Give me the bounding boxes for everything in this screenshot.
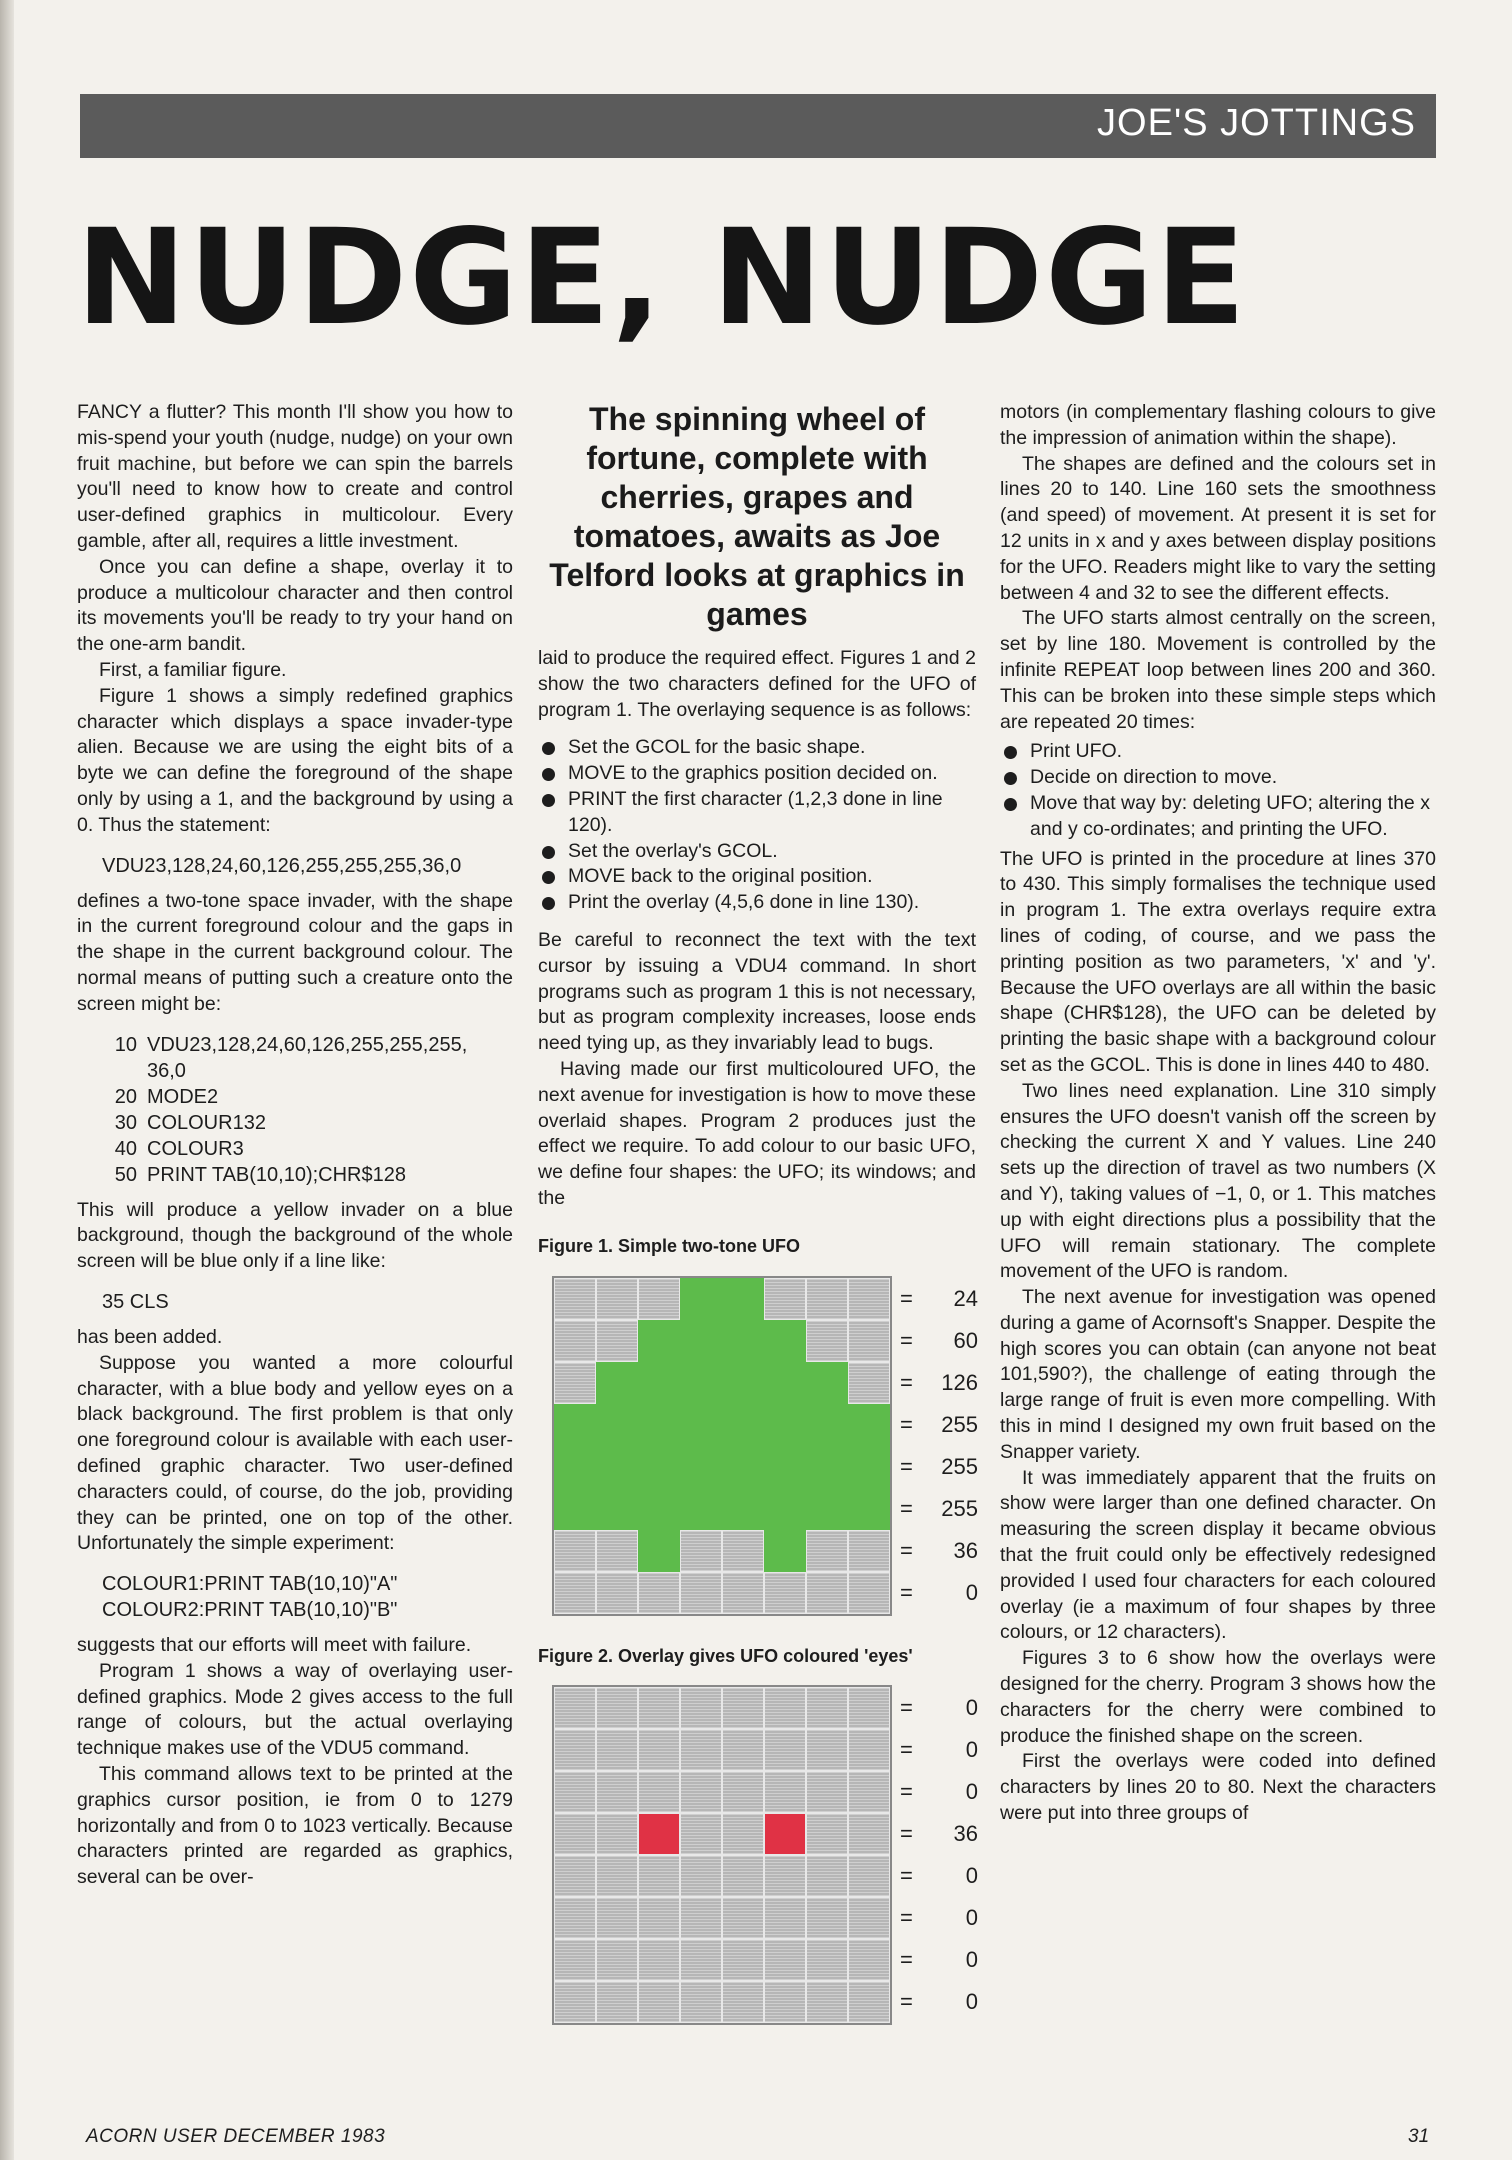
code-statement: VDU23,128,24,60,126,255,255,255,36,0 <box>102 854 462 877</box>
byte-value: 0 <box>965 1579 978 1605</box>
paragraph: Figures 3 to 6 show how the overlays were designed for the cherry. Program 3 shows how the characters for the cherry were combined to produce the finished shape on the screen. <box>1000 1647 1436 1747</box>
section-label: JOE'S JOTTINGS <box>1097 102 1416 144</box>
figure-1-values <box>900 1278 978 1614</box>
pixel-off <box>722 1981 764 2023</box>
byte-value: 126 <box>941 1369 978 1395</box>
pixel-off <box>806 1530 848 1572</box>
pixel-off <box>806 1278 848 1320</box>
byte-value: 0 <box>965 1905 978 1931</box>
pixel-off <box>596 1320 638 1362</box>
pixel-on <box>638 1320 680 1362</box>
paragraph: The next avenue for investigation was opened during a game of Acornsoft's Snapper. Despite the high scores you can obtain (can anyone not beat 101,590?), the challenge of eating through the large range of fruit is even more compelling. With this in mind I designed my own fruit based on the Snapper variety. <box>1000 1286 1436 1463</box>
byte-value: 24 <box>953 1285 978 1311</box>
line-code: VDU23,128,24,60,126,255,255,255, <box>147 1033 468 1056</box>
pixel-off <box>554 1530 596 1572</box>
paragraph: suggests that our efforts will meet with failure. <box>77 1634 472 1657</box>
figure-1-grid <box>554 1278 890 1614</box>
byte-value-row <box>900 1278 978 1320</box>
pixel-on <box>596 1404 638 1446</box>
pixel-off <box>554 1278 596 1320</box>
pixel-on <box>848 1404 890 1446</box>
pixel-off <box>806 1855 848 1897</box>
pixel-off <box>806 1320 848 1362</box>
pixel-on <box>554 1488 596 1530</box>
byte-value-row <box>900 1362 978 1404</box>
line-code: COLOUR3 <box>147 1137 244 1160</box>
pixel-on <box>638 1530 680 1572</box>
pixel-off <box>764 1981 806 2023</box>
byte-value: 0 <box>965 1863 978 1889</box>
pixel-off <box>764 1897 806 1939</box>
pixel-off <box>596 1981 638 2023</box>
paragraph: Program 1 shows a way of overlaying user-defined graphics. Mode 2 gives access to the full range of colours, but the actual overlaying technique makes use of the VDU5 command. <box>77 1659 513 1760</box>
byte-value: 0 <box>965 1947 978 1973</box>
pixel-on <box>764 1530 806 1572</box>
byte-value: 36 <box>953 1821 978 1847</box>
standfirst: The spinning wheel of fortune, complete with cherries, grapes and tomatoes, awaits as Joe Telford looks at graphics in games <box>549 401 965 632</box>
column-3 <box>1000 400 1436 1827</box>
pixel-on <box>554 1404 596 1446</box>
bullet-item: Print the overlay (4,5,6 done in line 130). <box>538 890 976 916</box>
pixel-on <box>722 1362 764 1404</box>
byte-value: 255 <box>941 1495 978 1521</box>
paragraph: This command allows text to be printed at the graphics cursor position, ie from 0 to 1279 horizontally and from 0 to 1023 vertically. Because characters printed are regarded as graphics, several can be over- <box>77 1763 513 1889</box>
byte-value: 255 <box>941 1411 978 1437</box>
pixel-on <box>764 1488 806 1530</box>
page-number: 31 <box>1408 2126 1430 2147</box>
bullet-item: Set the overlay's GCOL. <box>538 839 976 865</box>
pixel-off <box>638 1771 680 1813</box>
pixel-off <box>596 1729 638 1771</box>
bullet-item: Move that way by: deleting UFO; altering the x and y co-ordinates; and printing the UFO. <box>1000 791 1436 843</box>
pixel-off <box>848 1362 890 1404</box>
pixel-off <box>554 1813 596 1855</box>
pixel-off <box>596 1939 638 1981</box>
pixel-off <box>596 1530 638 1572</box>
column-1 <box>77 400 513 1891</box>
pixel-on <box>722 1404 764 1446</box>
equals-sign: = <box>900 1453 913 1479</box>
pixel-off <box>848 1320 890 1362</box>
pixel-on <box>596 1488 638 1530</box>
pixel-on <box>764 1813 806 1855</box>
pixel-on <box>554 1446 596 1488</box>
pixel-off <box>806 1771 848 1813</box>
equals-sign: = <box>900 1989 913 2015</box>
pixel-off <box>596 1278 638 1320</box>
byte-value: 0 <box>965 1779 978 1805</box>
section-header-bar <box>80 94 1436 158</box>
byte-value-row <box>900 1855 978 1897</box>
pixel-off <box>596 1771 638 1813</box>
pixel-off <box>554 1687 596 1729</box>
byte-value: 60 <box>953 1327 978 1353</box>
pixel-off <box>848 1687 890 1729</box>
pixel-on <box>638 1362 680 1404</box>
paragraph: The UFO starts almost centrally on the screen, set by line 180. Movement is controlled by the infinite REPEAT loop between lines 200 and 360. This can be broken into these simple steps which are repeated 20 times: <box>1000 607 1436 733</box>
byte-value-row <box>900 1687 978 1729</box>
pixel-off <box>680 1855 722 1897</box>
equals-sign: = <box>900 1737 913 1763</box>
equals-sign: = <box>900 1411 913 1437</box>
equals-sign: = <box>900 1695 913 1721</box>
pixel-off <box>848 1981 890 2023</box>
pixel-on <box>722 1278 764 1320</box>
line-number: 20 <box>114 1085 137 1108</box>
pixel-off <box>722 1771 764 1813</box>
bullet-item: PRINT the first character (1,2,3 done in line 120). <box>538 787 976 839</box>
byte-value: 0 <box>965 1989 978 2015</box>
line-code: PRINT TAB(10,10);CHR$128 <box>147 1163 406 1186</box>
pixel-off <box>764 1771 806 1813</box>
equals-sign: = <box>900 1779 913 1805</box>
pixel-off <box>596 1687 638 1729</box>
byte-value-row <box>900 1897 978 1939</box>
program-line <box>77 1084 513 1110</box>
pixel-off <box>638 1897 680 1939</box>
pixel-on <box>638 1404 680 1446</box>
pixel-on <box>764 1320 806 1362</box>
program-line <box>77 1032 513 1058</box>
pixel-on <box>764 1446 806 1488</box>
equals-sign: = <box>900 1285 913 1311</box>
pixel-off <box>638 1939 680 1981</box>
pixel-off <box>848 1729 890 1771</box>
byte-value-row <box>900 1939 978 1981</box>
byte-value-row <box>900 1771 978 1813</box>
byte-value: 0 <box>965 1695 978 1721</box>
paragraph: Suppose you wanted a more colourful character, with a blue body and yellow eyes on a black background. The first problem is that only one foreground colour is available with each user-defined graphic character. Two user-defined characters could, of course, do the job, providing they can be printed, one on top of the other. Unfortunately the simple experiment: <box>77 1351 513 1555</box>
pixel-off <box>638 1981 680 2023</box>
paragraph: First, a familiar figure. <box>99 658 287 681</box>
equals-sign: = <box>900 1863 913 1889</box>
pixel-off <box>764 1687 806 1729</box>
pixel-off <box>554 1729 596 1771</box>
page-binding-edge <box>0 0 14 2160</box>
line-number <box>77 1058 147 1084</box>
pixel-on <box>680 1446 722 1488</box>
byte-value-row <box>900 1729 978 1771</box>
paragraph: defines a two-tone space invader, with the shape in the current foreground colour and the gaps in the shape in the current background colour. The normal means of putting such a creature onto the screen might be: <box>77 889 513 1015</box>
paragraph: Having made our first multicoloured UFO, the next avenue for investigation is how to move these overlaid shapes. Program 2 produces just the effect we require. To add colour to our basic UFO, we define four shapes: the UFO; its windows; and the <box>538 1057 976 1209</box>
pixel-off <box>680 1530 722 1572</box>
pixel-off <box>554 1771 596 1813</box>
equals-sign: = <box>900 1947 913 1973</box>
equals-sign: = <box>900 1327 913 1353</box>
bullet-list <box>538 735 976 916</box>
pixel-off <box>806 1897 848 1939</box>
pixel-off <box>848 1813 890 1855</box>
pixel-off <box>722 1855 764 1897</box>
pixel-on <box>806 1488 848 1530</box>
pixel-off <box>554 1855 596 1897</box>
pixel-off <box>806 1729 848 1771</box>
pixel-off <box>764 1855 806 1897</box>
equals-sign: = <box>900 1579 913 1605</box>
code-statement: COLOUR1:PRINT TAB(10,10)"A" <box>102 1573 398 1596</box>
bullet-item: Print UFO. <box>1000 739 1436 765</box>
pixel-on <box>680 1362 722 1404</box>
pixel-on <box>680 1320 722 1362</box>
pixel-off <box>806 1939 848 1981</box>
figure-2-grid <box>554 1687 890 2023</box>
pixel-off <box>596 1572 638 1614</box>
pixel-off <box>848 1530 890 1572</box>
byte-value-row <box>900 1572 978 1614</box>
line-code: MODE2 <box>147 1085 219 1108</box>
publication-footer: ACORN USER DECEMBER 1983 <box>86 2126 386 2147</box>
figure-1-caption: Figure 1. Simple two-tone UFO <box>538 1235 801 1256</box>
pixel-off <box>680 1572 722 1614</box>
pixel-off <box>638 1855 680 1897</box>
pixel-on <box>722 1488 764 1530</box>
pixel-off <box>596 1813 638 1855</box>
program-listing <box>77 1032 513 1188</box>
line-number: 30 <box>114 1111 137 1134</box>
pixel-off <box>806 1981 848 2023</box>
paragraph: The shapes are defined and the colours set in lines 20 to 140. Line 160 sets the smoothness (and speed) of movement. At present it is set for 12 units in x and y axes between display positions for the UFO. Readers might like to vary the setting between 4 and 32 to see the different effects. <box>1000 452 1436 604</box>
pixel-off <box>848 1278 890 1320</box>
pixel-off <box>722 1687 764 1729</box>
pixel-off <box>722 1939 764 1981</box>
pixel-off <box>638 1278 680 1320</box>
bullet-list <box>1000 739 1436 842</box>
pixel-on <box>596 1446 638 1488</box>
bullet-item: Decide on direction to move. <box>1000 765 1436 791</box>
pixel-off <box>680 1897 722 1939</box>
pixel-on <box>638 1813 680 1855</box>
paragraph: Two lines need explanation. Line 310 simply ensures the UFO doesn't vanish off the screen by checking the current X and Y values. Line 240 sets up the direction of travel as two numbers (X and Y), taking values of −1, 0, or 1. This matches up with eight directions plus a possibility that the UFO will remain stationary. The complete movement of the UFO is random. <box>1000 1079 1436 1283</box>
line-code: COLOUR132 <box>147 1111 266 1134</box>
column-2 <box>538 400 976 2023</box>
paragraph: has been added. <box>77 1325 223 1348</box>
pixel-off <box>806 1813 848 1855</box>
program-line <box>77 1110 513 1136</box>
pixel-off <box>722 1530 764 1572</box>
byte-value-row <box>900 1981 978 2023</box>
pixel-off <box>554 1320 596 1362</box>
pixel-on <box>764 1404 806 1446</box>
paragraph: laid to produce the required effect. Figures 1 and 2 show the two characters defined for the UFO of program 1. The overlaying sequence is as follows: <box>538 647 976 721</box>
paragraph: motors (in complementary flashing colours to give the impression of animation within the shape). <box>1000 401 1436 449</box>
byte-value-row <box>900 1813 978 1855</box>
pixel-off <box>764 1572 806 1614</box>
pixel-on <box>806 1362 848 1404</box>
paragraph: Be careful to reconnect the text with the text cursor by issuing a VDU4 command. In short programs such as program 1 this is not necessary, but as program complexity increases, loose ends need tying up, as they invariably lead to bugs. <box>538 928 976 1055</box>
pixel-off <box>638 1572 680 1614</box>
pixel-off <box>764 1939 806 1981</box>
pixel-off <box>806 1687 848 1729</box>
pixel-on <box>680 1404 722 1446</box>
pixel-off <box>680 1729 722 1771</box>
pixel-off <box>722 1572 764 1614</box>
pixel-off <box>680 1981 722 2023</box>
pixel-on <box>722 1446 764 1488</box>
pixel-off <box>554 1362 596 1404</box>
bullet-item: MOVE back to the original position. <box>538 864 976 890</box>
code-statement: COLOUR2:PRINT TAB(10,10)"B" <box>102 1599 398 1622</box>
equals-sign: = <box>900 1537 913 1563</box>
code-statement: 35 CLS <box>102 1290 169 1313</box>
figure-2-caption: Figure 2. Overlay gives UFO coloured 'eyes' <box>538 1645 913 1666</box>
pixel-off <box>596 1855 638 1897</box>
figure-2 <box>538 1687 976 2023</box>
pixel-on <box>638 1488 680 1530</box>
byte-value: 0 <box>965 1737 978 1763</box>
figure-1 <box>538 1278 976 1614</box>
line-number: 40 <box>114 1137 137 1160</box>
article-headline: NUDGE, NUDGE <box>76 201 1248 355</box>
paragraph: FANCY a flutter? This month I'll show you how to mis-spend your youth (nudge, nudge) on your own fruit machine, but before we can spin the barrels you'll need to know how to create and control user-defined graphics in multicolour. Every gamble, after all, requires a little investment. <box>77 401 513 552</box>
paragraph: This will produce a yellow invader on a blue background, though the background of the whole screen will be blue only if a line like: <box>77 1198 513 1273</box>
pixel-off <box>848 1572 890 1614</box>
pixel-on <box>848 1488 890 1530</box>
pixel-on <box>680 1488 722 1530</box>
paragraph: Figure 1 shows a simply redefined graphics character which displays a space invader-type alien. Because we are using the eight bits of a byte we can define the foreground of the shape only by using a 1, and the background by using a 0. Thus the statement: <box>77 684 513 836</box>
line-number: 10 <box>114 1033 137 1056</box>
byte-value: 255 <box>941 1453 978 1479</box>
pixel-off <box>722 1729 764 1771</box>
pixel-on <box>806 1446 848 1488</box>
byte-value-row <box>900 1488 978 1530</box>
equals-sign: = <box>900 1369 913 1395</box>
program-line <box>77 1136 513 1162</box>
byte-value: 36 <box>953 1537 978 1563</box>
pixel-off <box>638 1687 680 1729</box>
pixel-on <box>680 1278 722 1320</box>
paragraph: It was immediately apparent that the fruits on show were larger than one defined character. On measuring the screen display it became obvious that the fruit could only be effectively redesigned provided I used four characters for each coloured overlay (ie a maximum of four shapes by three colours, or 12 characters). <box>1000 1466 1436 1644</box>
equals-sign: = <box>900 1905 913 1931</box>
pixel-on <box>806 1404 848 1446</box>
byte-value-row <box>900 1446 978 1488</box>
pixel-off <box>764 1729 806 1771</box>
pixel-on <box>638 1446 680 1488</box>
pixel-off <box>848 1771 890 1813</box>
pixel-off <box>554 1572 596 1614</box>
pixel-off <box>680 1939 722 1981</box>
pixel-off <box>596 1897 638 1939</box>
pixel-off <box>722 1897 764 1939</box>
program-line <box>77 1162 513 1188</box>
byte-value-row <box>900 1404 978 1446</box>
pixel-on <box>848 1446 890 1488</box>
pixel-off <box>722 1813 764 1855</box>
pixel-off <box>554 1897 596 1939</box>
pixel-on <box>764 1362 806 1404</box>
line-code: 36,0 <box>147 1059 186 1082</box>
pixel-on <box>596 1362 638 1404</box>
pixel-off <box>680 1687 722 1729</box>
pixel-off <box>848 1897 890 1939</box>
pixel-off <box>806 1572 848 1614</box>
equals-sign: = <box>900 1495 913 1521</box>
pixel-off <box>680 1771 722 1813</box>
pixel-on <box>722 1320 764 1362</box>
pixel-off <box>764 1278 806 1320</box>
program-line <box>77 1058 513 1084</box>
byte-value-row <box>900 1530 978 1572</box>
pixel-off <box>848 1939 890 1981</box>
pixel-off <box>554 1981 596 2023</box>
pixel-off <box>680 1813 722 1855</box>
byte-value-row <box>900 1320 978 1362</box>
pixel-off <box>848 1855 890 1897</box>
bullet-item: MOVE to the graphics position decided on. <box>538 761 976 787</box>
paragraph: Once you can define a shape, overlay it to produce a multicolour character and then control its movements you'll be ready to try your hand on the one-arm bandit. <box>77 555 513 656</box>
paragraph: The UFO is printed in the procedure at lines 370 to 430. This simply formalises the technique used in program 1. The extra overlays require extra lines of coding, of course, and we pass the printing position as two parameters, 'x' and 'y'. Because the UFO overlays are all within the basic shape (CHR$128), the UFO can be deleted by printing the basic shape with a background colour set as the GCOL. This is done in lines 440 to 480. <box>1000 847 1436 1076</box>
pixel-off <box>554 1939 596 1981</box>
line-number: 50 <box>114 1163 137 1186</box>
figure-2-values <box>900 1687 978 2023</box>
equals-sign: = <box>900 1821 913 1847</box>
bullet-item: Set the GCOL for the basic shape. <box>538 735 976 761</box>
pixel-off <box>638 1729 680 1771</box>
paragraph: First the overlays were coded into defined characters by lines 20 to 80. Next the characters were put into three groups of <box>1000 1750 1436 1825</box>
